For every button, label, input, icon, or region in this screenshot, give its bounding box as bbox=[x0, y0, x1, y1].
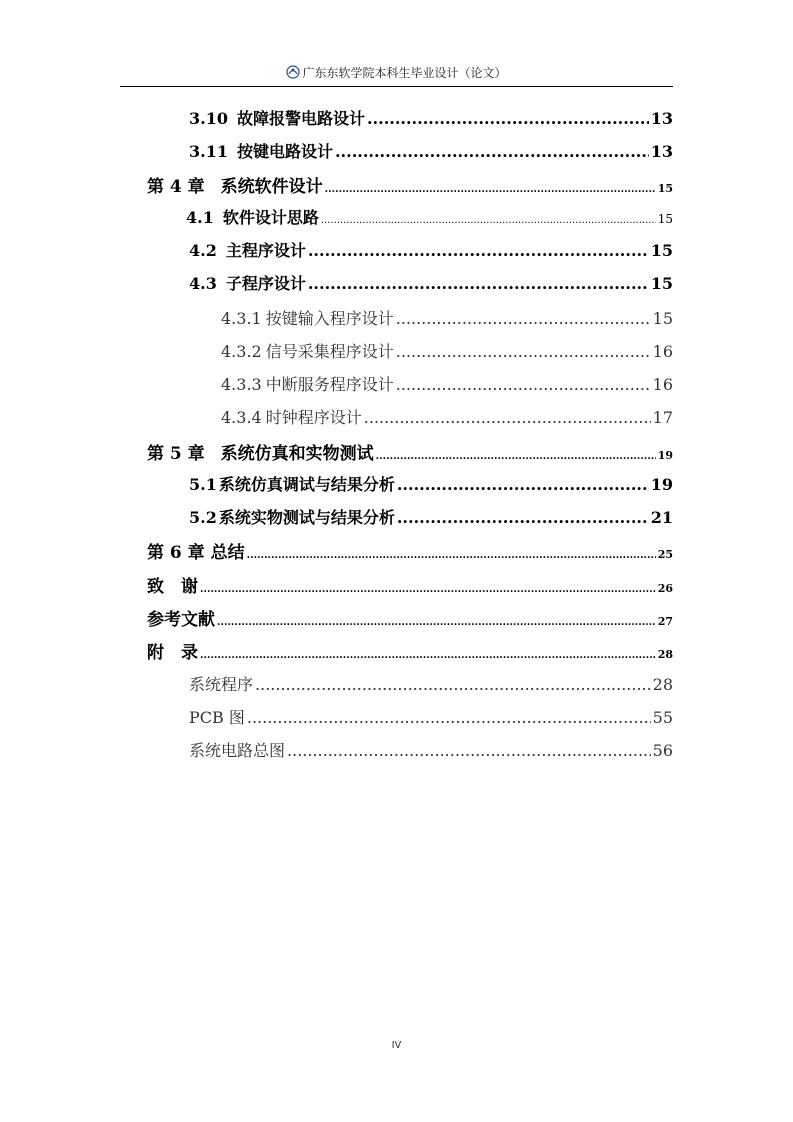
toc-number: 第 4 章 bbox=[147, 177, 205, 197]
toc-title: 中断服务程序设计 bbox=[265, 375, 394, 394]
toc-entry[interactable] bbox=[189, 505, 673, 528]
toc-entry[interactable] bbox=[189, 738, 673, 761]
toc-page: 28 bbox=[657, 648, 673, 661]
toc-chapter-entry[interactable] bbox=[147, 538, 673, 563]
toc-page: 55 bbox=[652, 708, 673, 727]
leader-dots bbox=[397, 508, 649, 527]
toc-title: 系统软件设计 bbox=[220, 177, 323, 197]
toc-entry[interactable] bbox=[221, 306, 673, 329]
toc-number: 4.3.2 bbox=[221, 342, 262, 361]
toc-number: 4.1 bbox=[186, 208, 214, 227]
toc-page: 19 bbox=[657, 449, 673, 462]
toc-page: 15 bbox=[657, 182, 673, 195]
leader-dots bbox=[367, 109, 649, 128]
leader-dots bbox=[308, 241, 649, 260]
leader-dots bbox=[255, 675, 651, 694]
toc-number: 4.3.1 bbox=[221, 309, 262, 328]
toc-page: 21 bbox=[650, 508, 673, 527]
toc-chapter-entry[interactable] bbox=[147, 172, 673, 197]
leader-dots bbox=[200, 584, 656, 595]
toc-entry[interactable] bbox=[189, 705, 673, 728]
leader-dots bbox=[396, 375, 651, 394]
toc-entry[interactable] bbox=[186, 205, 673, 228]
toc-chapter-entry[interactable] bbox=[147, 572, 673, 597]
toc-entry[interactable] bbox=[189, 672, 673, 695]
toc-page: 16 bbox=[652, 375, 673, 394]
toc-page: 26 bbox=[657, 582, 673, 595]
toc-title: 总结 bbox=[210, 543, 245, 563]
toc-entry[interactable] bbox=[189, 238, 673, 261]
leader-dots bbox=[217, 617, 656, 628]
leader-dots bbox=[200, 650, 656, 661]
toc-number: 4.2 bbox=[189, 241, 217, 260]
leader-dots bbox=[247, 550, 656, 561]
toc-chapter-entry[interactable] bbox=[147, 605, 673, 630]
toc-entry[interactable] bbox=[221, 372, 673, 395]
toc-title: 致 谢 bbox=[147, 577, 198, 597]
toc-page: 15 bbox=[657, 212, 673, 226]
toc-title: 系统实物测试与结果分析 bbox=[218, 508, 395, 527]
toc-title: 附 录 bbox=[147, 643, 198, 663]
leader-dots bbox=[287, 741, 651, 760]
leader-dots bbox=[396, 342, 651, 361]
leader-dots bbox=[335, 142, 649, 161]
leader-dots bbox=[247, 708, 651, 727]
leader-dots bbox=[397, 475, 649, 494]
toc-title: PCB 图 bbox=[189, 708, 245, 727]
leader-dots bbox=[321, 215, 656, 226]
toc-page: 13 bbox=[650, 142, 673, 161]
toc-title: 时钟程序设计 bbox=[265, 408, 362, 427]
toc-page: 56 bbox=[652, 741, 673, 760]
toc-page: 25 bbox=[657, 548, 673, 561]
toc-title: 系统仿真和实物测试 bbox=[220, 444, 374, 464]
toc-title: 参考文献 bbox=[147, 610, 215, 630]
leader-dots bbox=[308, 274, 649, 293]
toc-page: 19 bbox=[650, 475, 673, 494]
toc-title: 系统程序 bbox=[189, 675, 254, 694]
toc-title: 主程序设计 bbox=[225, 241, 306, 260]
toc-chapter-entry[interactable] bbox=[147, 638, 673, 663]
page-header bbox=[120, 60, 673, 87]
toc-page: 13 bbox=[650, 109, 673, 128]
toc-number: 4.3.4 bbox=[221, 408, 262, 427]
toc-entry[interactable] bbox=[189, 271, 673, 294]
toc-entry[interactable] bbox=[189, 106, 673, 129]
toc-number: 4.3 bbox=[189, 274, 217, 293]
toc-page: 17 bbox=[652, 408, 673, 427]
toc-number: 3.11 bbox=[189, 142, 228, 161]
toc-entry[interactable] bbox=[221, 339, 673, 362]
toc-title: 故障报警电路设计 bbox=[236, 109, 365, 128]
toc-page: 15 bbox=[652, 309, 673, 328]
toc-number: 3.10 bbox=[189, 109, 228, 128]
toc-title: 信号采集程序设计 bbox=[265, 342, 394, 361]
leader-dots bbox=[364, 408, 651, 427]
toc-entry[interactable] bbox=[189, 139, 673, 162]
toc-page: 15 bbox=[650, 241, 673, 260]
leader-dots bbox=[396, 309, 651, 328]
toc-page: 15 bbox=[650, 274, 673, 293]
toc-chapter-entry[interactable] bbox=[147, 439, 673, 464]
toc-title: 按键输入程序设计 bbox=[265, 309, 394, 328]
toc-page: 28 bbox=[652, 675, 673, 694]
toc-title: 软件设计思路 bbox=[222, 208, 319, 227]
toc-entry[interactable] bbox=[189, 472, 673, 495]
toc-page: 16 bbox=[652, 342, 673, 361]
page-number: IV bbox=[391, 1040, 402, 1051]
toc-page: 27 bbox=[657, 615, 673, 628]
leader-dots bbox=[376, 451, 656, 462]
toc-title: 系统电路总图 bbox=[189, 741, 286, 760]
toc-number: 5.2 bbox=[189, 508, 217, 527]
leader-dots bbox=[325, 184, 656, 195]
toc-number: 第 5 章 bbox=[147, 444, 205, 464]
toc-number: 第 6 章 bbox=[147, 543, 205, 563]
toc-title: 子程序设计 bbox=[225, 274, 306, 293]
header-title: 广东东软学院本科生毕业设计（论文） bbox=[302, 66, 507, 80]
university-logo-icon bbox=[286, 65, 300, 79]
toc-entry[interactable] bbox=[221, 405, 673, 428]
toc-title: 按键电路设计 bbox=[236, 142, 333, 161]
toc-number: 4.3.3 bbox=[221, 375, 262, 394]
toc-number: 5.1 bbox=[189, 475, 217, 494]
toc-title: 系统仿真调试与结果分析 bbox=[218, 475, 395, 494]
